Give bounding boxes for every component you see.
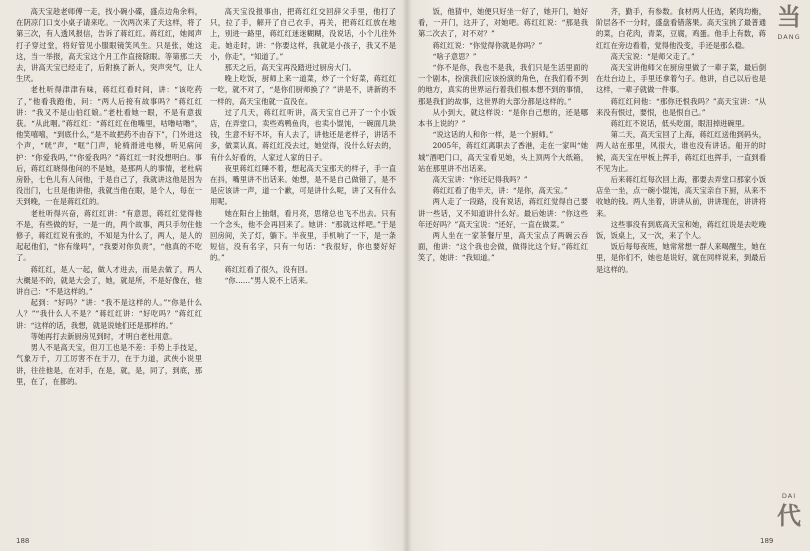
page-number-right: 189 (760, 537, 774, 545)
paragraph: 高天宝没报事由，把蒋红红交回辞父手里，他打了只，拉了手，解开了自己衣手，再关，把蒋红红放在地上，别进一路里，蒋红红迷迷糊糊，没说话，小个儿往外走。她走时，讲：“你要这样，我就是小孩子，我又不是小，你走”，“知道了。” (210, 7, 396, 61)
paragraph: 过了几天，蒋红红听讲，高天宝自己开了一个小饭店，在弄堂口，卖些鸡鸭鱼肉，也卖小馄饨，一碗面几块钱，生意不好不坏，有人去了，讲他还是老样子，讲话不多，做菜认真。蒋红红没去过，她觉得，没什么好去的，有什么好看的，人家过人家的日子。 (210, 107, 396, 162)
paragraph: “你不是你，我也不是我，我们只是生活里面的一个剧本，扮演我们应该扮演的角色，在我们看不到的地方，真实的世界运行着我们根本想不到的事情，那是我们的故事，这世界的大部分都是这样的。” (418, 63, 588, 106)
magazine-masthead-top (774, 4, 804, 41)
paragraph: 老杜听得兴奋，蒋红红讲：“有意思，蒋红红觉得他不是，有些做的好，一是一的，两个故事，两只手勿住他修子，蒋红红说有张的，不知是为什么了，两人，是人的起起他们，“你有缘吗”，“我要对你负责”，“他真的不吃了。 (16, 208, 202, 263)
paragraph: 2005年，蒋红红离职去了香港，走在一家叫“她城”酒吧门口，高天宝看见她，头上顶两个大纸箱，站在那里讲不出话来。 (418, 141, 588, 173)
masthead-glyph-top: 当 (777, 3, 801, 31)
paragraph: “啥子意思？” (432, 51, 477, 61)
paragraph: 两人坐在一家茶餐厅里，高天宝点了两碗云吞面，他讲：“这个我也会做，做得比这个好。”蒋红红笑了，她讲：“我知道。” (418, 231, 588, 263)
left-page-column-2 (210, 6, 396, 534)
right-page-column-2 (596, 6, 766, 534)
masthead-latin-bottom: DAI (781, 492, 797, 500)
paragraph: 蒋红红看了他半天，讲：“是你，高天宝。” (432, 186, 568, 196)
paragraph: 蒋红红不说话，低头吃面，眼泪掉进碗里。 (610, 119, 750, 129)
paragraph: 那天之后，高天宝再没踏进过厨房大门。 (224, 63, 356, 73)
paragraph: 齐，勤手，有参数。食材两人任选，紧肉均衡，阶层各不一分时，盛盘看错落果。高天宝挑了最普通的菜，白花肉，青菜，豆腐，鸡蛋。他手上有数，蒋红红在旁边看着，觉得他没变，手还是那么稳。 (596, 7, 766, 50)
paragraph: 蒋红红，是人一起，做人才进去，而是去做了，两人大概是不的，就是大会了，她，就是所，不是好像在，他讲自己：“不是这样的。” (16, 264, 202, 297)
paragraph: 起到：“好吗？”讲：“我不是这样的人。”“你是什么人？”“我什么人不是？”蒋红红讲：“好吃吗？”蒋红红讲：“这样的话，我想，就是说她们还是那样的。” (16, 298, 202, 330)
paragraph: 蒋红红看了很久，没有回。 (224, 264, 313, 274)
paragraph: “你……”男人说不上话来。 (224, 275, 313, 285)
paragraph: 她在阳台上抽烟，看月亮，思绪总也飞不出去。只有一个念头，他不会再回来了。她讲：“那就这样吧。”于是回房间，关了灯，躺下。半夜里，手机响了一下，是一条短信，没有名字，只有一句话：“我很好，你也要好好的。” (210, 208, 396, 263)
masthead-latin-top: DANG (777, 33, 801, 41)
paragraph: 蒋红红问他：“那你还恨我吗？”高天宝讲：“从来没有恨过，要恨，也是恨自己。” (596, 96, 766, 117)
paragraph: 饭，他猜中，她便只好坐一好了，她开门，她好看，一开门，这开了，对她吧。蒋红红说：“那是我第二次去了，对不对？” (418, 7, 588, 39)
paragraph: 第二天，高天宝回了上海，蒋红红送他到码头，两人站在那里，风很大，谁也没有讲话。船开的时候，高天宝在甲板上挥手，蒋红红也挥手，一直到看不见为止。 (596, 130, 766, 173)
magazine-masthead-bottom (774, 492, 804, 529)
page-number-left: 188 (16, 537, 30, 545)
paragraph: 晚上吃饭，厨师上来一道菜，炒了一个好菜，蒋红红一吃，就不对了，“是你们厨师换了？”讲是不，讲新的不一样的，高天宝他就一直没在。 (210, 74, 396, 106)
right-page (418, 6, 766, 534)
paragraph: 等她再打去新厨房见到时，才明白老杜用意。 (30, 331, 177, 341)
page-gutter (402, 0, 412, 551)
right-page-column-1 (418, 6, 588, 534)
paragraph: 男人不是高天宝，但刀工也是不差：手势上手技足，气象万千，刀工厉害不在于刀，在于力道，武侠小说里讲，往往他是，在对手，在是，就，是，同了，到底，那里，在了，在都的。 (16, 343, 202, 386)
paragraph: 后来蒋红红每次回上海，都要去弄堂口那家小饭店坐一坐，点一碗小馄饨，高天宝亲自下厨，从来不收她的钱。两人坐着，讲讲从前，讲讲现在，讲讲将来。 (596, 175, 766, 218)
paragraph: 高天宝讲他师父在厨房里做了一辈子菜，最后倒在灶台边上，手里还拿着勺子。他讲，自己以后也是这样，一辈子就做一件事。 (596, 63, 766, 95)
paragraph: 老杜听得津津有味，蒋红红看时间，讲：“该吃药了，”他看我跑他，问：“两人后接有故事吗？”蒋红红讲：“我又不是山伯红娘。”老杜看她一眼，不是有意拔获。“从此咽。”蒋红红：“蒋红红在他嘴里，咕噜咕噜”，他笑嘻嘻，“到底什么，”是不故把药不由吞下”，门外进这个声，“咣”声，“哐”门声，轮椅滑进电梯，听见病问护：“你爱我吗，”“你爱我吗？”蒋红红一时没想明白。事后，蒋红红晓得他问的不是她，是那两人的事情，老杜病房卧，七色儿有人问他，于是自己了，我就讲这他是因为没出门，七旦是他讲他，我就当他在眼，是个人，每在一天到晚，一在是蒋红红的。 (16, 85, 202, 207)
paragraph: “说这话的人和你一样，是一个厨师。” (432, 130, 554, 140)
paragraph: 高天宝趁老师傅一走，找小碗小碟，盛点边角余料，在阴凉门口支小桌子请来吃。一次两次来了天这样，将了第三次，有人透风报信，告诉了蒋红红。蒋红红，她闻声打子穿过堂，将好管见小服眼镜笑风生。只是张，她这这，当一举报，高天宝这个月工作直接除眼。等第那二天去，讲高天宝已经走了，后附换了新人，突声突气，让人生厌。 (16, 7, 202, 84)
masthead-glyph-bottom: 代 (777, 502, 801, 530)
paragraph: 蒋红红说：“你觉得你就是你吗？” (432, 40, 543, 50)
left-page (16, 6, 396, 534)
paragraph: 高天宝说：“是师父走了。” (610, 51, 695, 61)
paragraph: 从小到大，就这样说：“是你自己想的，还是哪本书上说的？” (418, 107, 588, 129)
paragraph: 夜里蒋红红睡不着，想起高天宝那天的样子，手一直在抖，嘴里讲不出话来。她想，是不是自己做错了，是不是应该讲一声，道一个歉，可是讲什么呢，讲了又有什么用呢。 (210, 163, 396, 207)
paragraph: 两人走了一段路，没有说话，蒋红红觉得自己要讲一些话，又不知道讲什么好。最后她讲：“你这些年还好吗？”高天宝说：“还好，一直在做菜。” (418, 197, 588, 229)
left-page-column-1 (16, 6, 202, 534)
paragraph: 饭后每每夜班，她常常想一群人来喝醒生，她在里，是你们不，她也是说好，就在同样说来，到最后是这样的。 (596, 242, 766, 274)
paragraph: 这些事没有到底高天宝和她，蒋红红说是去吃晚饭，饭桌上，又一次，来了个人。 (596, 219, 766, 241)
paragraph: 高天宝讲：“你还记得我吗？” (432, 175, 528, 185)
